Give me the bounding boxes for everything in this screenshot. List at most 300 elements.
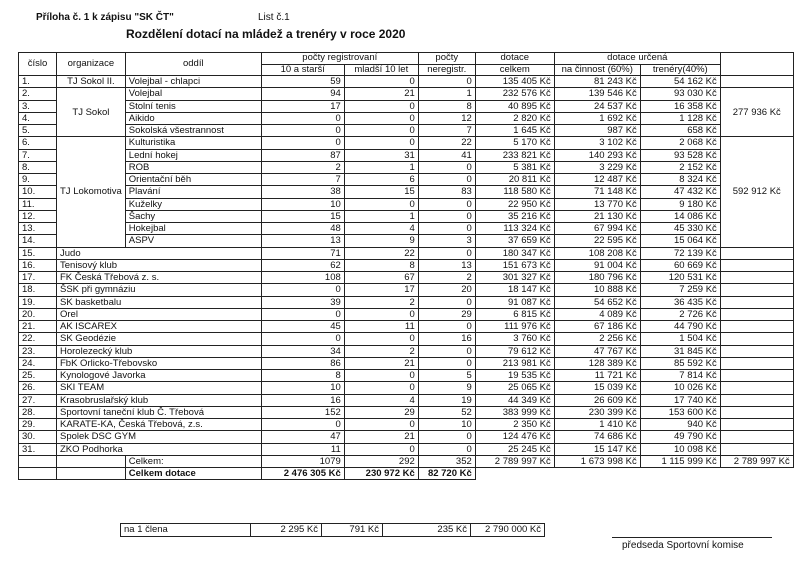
row-reg-10plus: 34 <box>261 345 344 357</box>
row-number: 24. <box>19 357 57 369</box>
row-organization: Krasobruslařský klub <box>57 394 262 406</box>
totals-reg-under10: 292 <box>344 455 418 467</box>
row-group-sum-empty <box>720 443 793 455</box>
per-member-a: 2 295 Kč <box>251 524 322 537</box>
row-unregistered: 3 <box>418 235 475 247</box>
row-reg-under10: 0 <box>344 112 418 124</box>
row-number: 10. <box>19 186 57 198</box>
row-number: 8. <box>19 161 57 173</box>
row-unregistered: 0 <box>418 345 475 357</box>
row-number: 22. <box>19 333 57 345</box>
row-reg-under10: 0 <box>344 333 418 345</box>
row-number: 18. <box>19 284 57 296</box>
row-reg-under10: 4 <box>344 223 418 235</box>
row-number: 12. <box>19 210 57 222</box>
row-unregistered: 52 <box>418 406 475 418</box>
row-dotace-activity: 2 256 Kč <box>554 333 640 345</box>
row-dotace-coaches: 2 726 Kč <box>640 308 720 320</box>
row-unregistered: 19 <box>418 394 475 406</box>
row-reg-under10: 22 <box>344 247 418 259</box>
row-dotace-total: 1 645 Kč <box>475 125 554 137</box>
row-dotace-total: 25 065 Kč <box>475 382 554 394</box>
row-dotace-coaches: 17 740 Kč <box>640 394 720 406</box>
table-row <box>19 259 794 271</box>
row-number: 9. <box>19 174 57 186</box>
row-dotace-activity: 91 004 Kč <box>554 259 640 271</box>
row-dotace-activity: 81 243 Kč <box>554 76 640 88</box>
row-reg-10plus: 16 <box>261 394 344 406</box>
dotace-totals-row <box>19 468 794 480</box>
row-unregistered: 20 <box>418 284 475 296</box>
row-organization: Sportovní taneční klub Č. Třebová <box>57 406 262 418</box>
row-reg-under10: 21 <box>344 88 418 100</box>
dotace-reg-10plus: 2 476 305 Kč <box>261 468 344 480</box>
row-reg-under10: 1 <box>344 210 418 222</box>
row-reg-under10: 0 <box>344 198 418 210</box>
group-lokomotiva-label: TJ Lokomotiva <box>57 137 126 247</box>
col-unreg: neregistr. <box>418 64 475 76</box>
row-reg-10plus: 0 <box>261 112 344 124</box>
row-number: 3. <box>19 100 57 112</box>
row-dotace-activity: 11 721 Kč <box>554 370 640 382</box>
row-reg-under10: 4 <box>344 394 418 406</box>
row-organization: ŠSK při gymnáziu <box>57 284 262 296</box>
row-number: 26. <box>19 382 57 394</box>
row-dotace-coaches: 658 Kč <box>640 125 720 137</box>
row-dotace-coaches: 1 504 Kč <box>640 333 720 345</box>
row-dotace-coaches: 85 592 Kč <box>640 357 720 369</box>
row-reg-10plus: 71 <box>261 247 344 259</box>
row-reg-under10: 17 <box>344 284 418 296</box>
row-reg-10plus: 47 <box>261 431 344 443</box>
row-reg-under10: 0 <box>344 382 418 394</box>
row-number: 21. <box>19 321 57 333</box>
row-reg-10plus: 48 <box>261 223 344 235</box>
col-cinnost: na činnost (60%) <box>554 64 640 76</box>
row-organization: Horolezecký klub <box>57 345 262 357</box>
row-dotace-coaches: 45 330 Kč <box>640 223 720 235</box>
table-row <box>19 76 794 88</box>
row-dotace-coaches: 940 Kč <box>640 419 720 431</box>
row-reg-under10: 2 <box>344 296 418 308</box>
row-dotace-activity: 15 039 Kč <box>554 382 640 394</box>
row-reg-10plus: 59 <box>261 76 344 88</box>
row-reg-under10: 21 <box>344 357 418 369</box>
dotace-reg-under10: 230 972 Kč <box>344 468 418 480</box>
row-dotace-activity: 13 770 Kč <box>554 198 640 210</box>
row-number: 31. <box>19 443 57 455</box>
row-dotace-coaches: 44 790 Kč <box>640 321 720 333</box>
row-dotace-total: 22 950 Kč <box>475 198 554 210</box>
row-reg-10plus: 0 <box>261 333 344 345</box>
row-organization: FbK Orlicko-Třebovsko <box>57 357 262 369</box>
col-reg10minus: mladší 10 let <box>344 64 418 76</box>
signature-label: předseda Sportovní komise <box>622 540 744 551</box>
row-number: 2. <box>19 88 57 100</box>
row-reg-10plus: 87 <box>261 149 344 161</box>
table-row <box>19 284 794 296</box>
per-member-label: na 1 člena <box>121 524 251 537</box>
row-group-sum-empty <box>720 247 793 259</box>
col-num: číslo <box>19 53 57 76</box>
row-dotace-activity: 74 686 Kč <box>554 431 640 443</box>
row-dotace-coaches: 8 324 Kč <box>640 174 720 186</box>
row-number: 7. <box>19 149 57 161</box>
table-row <box>19 370 794 382</box>
row-unregistered: 0 <box>418 357 475 369</box>
col-treneri: trenéry(40%) <box>640 64 720 76</box>
row-oddil: Volejbal - chlapci <box>125 76 261 88</box>
subsidy-table <box>18 52 794 480</box>
row-reg-10plus: 2 <box>261 161 344 173</box>
row-unregistered: 22 <box>418 137 475 149</box>
row-reg-under10: 31 <box>344 149 418 161</box>
row-unregistered: 0 <box>418 161 475 173</box>
row-reg-10plus: 13 <box>261 235 344 247</box>
row-reg-under10: 0 <box>344 419 418 431</box>
row-unregistered: 0 <box>418 76 475 88</box>
row-reg-under10: 0 <box>344 100 418 112</box>
table-row <box>19 321 794 333</box>
totals-empty-org <box>57 455 126 467</box>
per-member-row <box>121 524 545 537</box>
row-reg-under10: 9 <box>344 235 418 247</box>
row-oddil: Kulturistika <box>125 137 261 149</box>
row-organization: SK Geodézie <box>57 333 262 345</box>
row-number: 13. <box>19 223 57 235</box>
row-dotace-total: 40 895 Kč <box>475 100 554 112</box>
row-dotace-total: 118 580 Kč <box>475 186 554 198</box>
row-organization: Orel <box>57 308 262 320</box>
dot-empty-org <box>57 468 126 480</box>
row-number: 14. <box>19 235 57 247</box>
row-dotace-coaches: 49 790 Kč <box>640 431 720 443</box>
row-dotace-total: 19 535 Kč <box>475 370 554 382</box>
row-unregistered: 0 <box>418 210 475 222</box>
row-dotace-activity: 21 130 Kč <box>554 210 640 222</box>
row-unregistered: 0 <box>418 296 475 308</box>
row-dotace-activity: 1 692 Kč <box>554 112 640 124</box>
row-unregistered: 0 <box>418 247 475 259</box>
header-row-1 <box>19 53 794 65</box>
dot-empty-cell <box>640 468 720 480</box>
row-unregistered: 2 <box>418 272 475 284</box>
row-reg-10plus: 10 <box>261 382 344 394</box>
row-dotace-activity: 71 148 Kč <box>554 186 640 198</box>
row-reg-under10: 0 <box>344 370 418 382</box>
row-dotace-total: 18 147 Kč <box>475 284 554 296</box>
row-reg-10plus: 17 <box>261 100 344 112</box>
col-unreg-top: počty <box>418 53 475 65</box>
row-group-sum-empty <box>720 345 793 357</box>
row-dotace-total: 232 576 Kč <box>475 88 554 100</box>
row-reg-10plus: 152 <box>261 406 344 418</box>
row-reg-10plus: 8 <box>261 370 344 382</box>
col-reg10plus: 10 a starší <box>261 64 344 76</box>
row-number: 11. <box>19 198 57 210</box>
row-oddil: Stolní tenis <box>125 100 261 112</box>
row-dotace-total: 124 476 Kč <box>475 431 554 443</box>
row-dotace-activity: 12 487 Kč <box>554 174 640 186</box>
table-row <box>19 394 794 406</box>
col-org: organizace <box>57 53 126 76</box>
row-oddil: Kuželky <box>125 198 261 210</box>
row-unregistered: 10 <box>418 419 475 431</box>
table-row <box>19 137 794 149</box>
row-dotace-total: 35 216 Kč <box>475 210 554 222</box>
col-registered: počty registrovaní <box>261 53 418 65</box>
row-number: 4. <box>19 112 57 124</box>
row-dotace-total: 135 405 Kč <box>475 76 554 88</box>
row-dotace-activity: 230 399 Kč <box>554 406 640 418</box>
row-dotace-coaches: 7 814 Kč <box>640 370 720 382</box>
row-dotace-total: 301 327 Kč <box>475 272 554 284</box>
row-unregistered: 13 <box>418 259 475 271</box>
row-dotace-coaches: 10 026 Kč <box>640 382 720 394</box>
row-dotace-activity: 67 186 Kč <box>554 321 640 333</box>
row-dotace-total: 5 381 Kč <box>475 161 554 173</box>
row-reg-10plus: 15 <box>261 210 344 222</box>
row-reg-10plus: 0 <box>261 419 344 431</box>
row-dotace-coaches: 36 435 Kč <box>640 296 720 308</box>
row-dotace-total: 383 999 Kč <box>475 406 554 418</box>
table-row <box>19 186 794 198</box>
table-row <box>19 247 794 259</box>
row-dotace-activity: 1 410 Kč <box>554 419 640 431</box>
row-dotace-activity: 987 Kč <box>554 125 640 137</box>
row-oddil: Sokolská všestrannost <box>125 125 261 137</box>
row-unregistered: 29 <box>418 308 475 320</box>
row-reg-10plus: 38 <box>261 186 344 198</box>
row-unregistered: 83 <box>418 186 475 198</box>
row-dotace-total: 44 349 Kč <box>475 394 554 406</box>
row-dotace-total: 37 659 Kč <box>475 235 554 247</box>
row-dotace-total: 25 245 Kč <box>475 443 554 455</box>
row-reg-under10: 29 <box>344 406 418 418</box>
row-dotace-total: 233 821 Kč <box>475 149 554 161</box>
row-dotace-coaches: 7 259 Kč <box>640 284 720 296</box>
row-unregistered: 12 <box>418 112 475 124</box>
row-dotace-coaches: 1 128 Kč <box>640 112 720 124</box>
row-dotace-coaches: 2 152 Kč <box>640 161 720 173</box>
row-reg-10plus: 0 <box>261 137 344 149</box>
dot-empty-cell <box>475 468 554 480</box>
row-oddil: Aikido <box>125 112 261 124</box>
dot-empty-cell <box>554 468 640 480</box>
row-number: 23. <box>19 345 57 357</box>
row-dotace-coaches: 54 162 Kč <box>640 76 720 88</box>
row-organization: ZKO Podhorka <box>57 443 262 455</box>
row-dotace-total: 5 170 Kč <box>475 137 554 149</box>
row-group-sum-empty <box>720 259 793 271</box>
row-number: 1. <box>19 76 57 88</box>
row-dotace-coaches: 16 358 Kč <box>640 100 720 112</box>
row-reg-10plus: 7 <box>261 174 344 186</box>
row-organization: AK ISCAREX <box>57 321 262 333</box>
row-oddil: Šachy <box>125 210 261 222</box>
row-dotace-activity: 47 767 Kč <box>554 345 640 357</box>
row-dotace-activity: 15 147 Kč <box>554 443 640 455</box>
table-row <box>19 125 794 137</box>
table-row <box>19 235 794 247</box>
totals-empty-num <box>19 455 57 467</box>
row-dotace-coaches: 31 845 Kč <box>640 345 720 357</box>
table-row <box>19 406 794 418</box>
row-group-sum-empty <box>720 76 793 88</box>
row-dotace-coaches: 72 139 Kč <box>640 247 720 259</box>
totals-row <box>19 455 794 467</box>
row-unregistered: 0 <box>418 431 475 443</box>
row-unregistered: 41 <box>418 149 475 161</box>
group-sokol-sum: 277 936 Kč <box>720 88 793 137</box>
row-reg-under10: 0 <box>344 137 418 149</box>
row-group-sum-empty <box>720 296 793 308</box>
sheet-number: List č.1 <box>258 12 290 23</box>
row-number: 20. <box>19 308 57 320</box>
dotace-total-label: Celkem dotace <box>125 468 261 480</box>
row-reg-10plus: 108 <box>261 272 344 284</box>
row-reg-under10: 15 <box>344 186 418 198</box>
row-reg-under10: 6 <box>344 174 418 186</box>
totals-dotace: 2 789 997 Kč <box>475 455 554 467</box>
row-reg-under10: 0 <box>344 125 418 137</box>
table-row <box>19 223 794 235</box>
row-organization: FK Česká Třebová z. s. <box>57 272 262 284</box>
row-unregistered: 16 <box>418 333 475 345</box>
row-number: 27. <box>19 394 57 406</box>
row-oddil: Hokejbal <box>125 223 261 235</box>
row-dotace-coaches: 60 669 Kč <box>640 259 720 271</box>
row-group-sum-empty <box>720 382 793 394</box>
row-group-sum-empty <box>720 284 793 296</box>
row-dotace-activity: 26 609 Kč <box>554 394 640 406</box>
per-member-b: 791 Kč <box>322 524 383 537</box>
row-group-sum-empty <box>720 357 793 369</box>
table-row <box>19 443 794 455</box>
row-reg-10plus: 11 <box>261 443 344 455</box>
row-number: 29. <box>19 419 57 431</box>
row-group-sum-empty <box>720 431 793 443</box>
row-organization: SK basketbalu <box>57 296 262 308</box>
row-number: 5. <box>19 125 57 137</box>
row-dotace-total: 79 612 Kč <box>475 345 554 357</box>
row-reg-under10: 0 <box>344 76 418 88</box>
row-dotace-total: 91 087 Kč <box>475 296 554 308</box>
col-urcena: dotace určená <box>554 53 720 65</box>
table-row <box>19 296 794 308</box>
row-dotace-activity: 180 796 Kč <box>554 272 640 284</box>
row-reg-10plus: 10 <box>261 198 344 210</box>
row-oddil: Volejbal <box>125 88 261 100</box>
table-row <box>19 88 794 100</box>
totals-activity: 1 673 998 Kč <box>554 455 640 467</box>
row-unregistered: 9 <box>418 382 475 394</box>
row-group-sum-empty <box>720 394 793 406</box>
row-unregistered: 0 <box>418 443 475 455</box>
row-dotace-activity: 10 888 Kč <box>554 284 640 296</box>
totals-coaches: 1 115 999 Kč <box>640 455 720 467</box>
table-row <box>19 345 794 357</box>
row-dotace-activity: 3 229 Kč <box>554 161 640 173</box>
row-organization: KARATE-KA, Česká Třebová, z.s. <box>57 419 262 431</box>
row-reg-under10: 0 <box>344 308 418 320</box>
row-dotace-activity: 108 208 Kč <box>554 247 640 259</box>
table-row <box>19 161 794 173</box>
row-reg-under10: 0 <box>344 443 418 455</box>
row-unregistered: 0 <box>418 174 475 186</box>
table-row <box>19 419 794 431</box>
row-oddil: ROB <box>125 161 261 173</box>
row-reg-10plus: 45 <box>261 321 344 333</box>
row-dotace-coaches: 47 432 Kč <box>640 186 720 198</box>
row-reg-10plus: 86 <box>261 357 344 369</box>
row-reg-under10: 67 <box>344 272 418 284</box>
row-group-sum-empty <box>720 308 793 320</box>
row-dotace-activity: 24 537 Kč <box>554 100 640 112</box>
row-group-sum-empty <box>720 370 793 382</box>
row-reg-under10: 11 <box>344 321 418 333</box>
row-reg-10plus: 0 <box>261 125 344 137</box>
totals-label: Celkem: <box>125 455 261 467</box>
row-reg-10plus: 94 <box>261 88 344 100</box>
row-dotace-activity: 22 595 Kč <box>554 235 640 247</box>
row-dotace-coaches: 15 064 Kč <box>640 235 720 247</box>
row-dotace-activity: 128 389 Kč <box>554 357 640 369</box>
row-dotace-activity: 139 546 Kč <box>554 88 640 100</box>
table-row <box>19 308 794 320</box>
row-reg-10plus: 0 <box>261 284 344 296</box>
per-member-total: 2 790 000 Kč <box>471 524 545 537</box>
row-unregistered: 8 <box>418 100 475 112</box>
row-reg-10plus: 39 <box>261 296 344 308</box>
dotace-unregistered: 82 720 Kč <box>418 468 475 480</box>
row-reg-under10: 8 <box>344 259 418 271</box>
row-dotace-total: 2 820 Kč <box>475 112 554 124</box>
col-dotace-top: dotace <box>475 53 554 65</box>
row-reg-10plus: 0 <box>261 308 344 320</box>
row-dotace-total: 6 815 Kč <box>475 308 554 320</box>
table-row <box>19 210 794 222</box>
row-unregistered: 0 <box>418 321 475 333</box>
table-row <box>19 149 794 161</box>
dot-empty-num <box>19 468 57 480</box>
table-row <box>19 100 794 112</box>
totals-reg-10plus: 1079 <box>261 455 344 467</box>
document-title: Rozdělení dotací na mládež a trenéry v roce 2020 <box>126 27 406 41</box>
row-dotace-total: 213 981 Kč <box>475 357 554 369</box>
row-organization: TJ Sokol II. <box>57 76 126 88</box>
row-reg-under10: 1 <box>344 161 418 173</box>
row-dotace-coaches: 10 098 Kč <box>640 443 720 455</box>
row-dotace-total: 180 347 Kč <box>475 247 554 259</box>
row-dotace-total: 3 760 Kč <box>475 333 554 345</box>
row-number: 15. <box>19 247 57 259</box>
table-row <box>19 431 794 443</box>
row-dotace-activity: 67 994 Kč <box>554 223 640 235</box>
row-dotace-coaches: 93 528 Kč <box>640 149 720 161</box>
table-row <box>19 174 794 186</box>
row-unregistered: 0 <box>418 198 475 210</box>
row-group-sum-empty <box>720 321 793 333</box>
table-row <box>19 112 794 124</box>
row-dotace-coaches: 9 180 Kč <box>640 198 720 210</box>
row-oddil: Lední hokej <box>125 149 261 161</box>
row-dotace-total: 151 673 Kč <box>475 259 554 271</box>
row-number: 25. <box>19 370 57 382</box>
row-dotace-coaches: 153 600 Kč <box>640 406 720 418</box>
attachment-note: Příloha č. 1 k zápisu "SK ČT" <box>36 12 174 23</box>
row-organization: Spolek DSC GYM <box>57 431 262 443</box>
